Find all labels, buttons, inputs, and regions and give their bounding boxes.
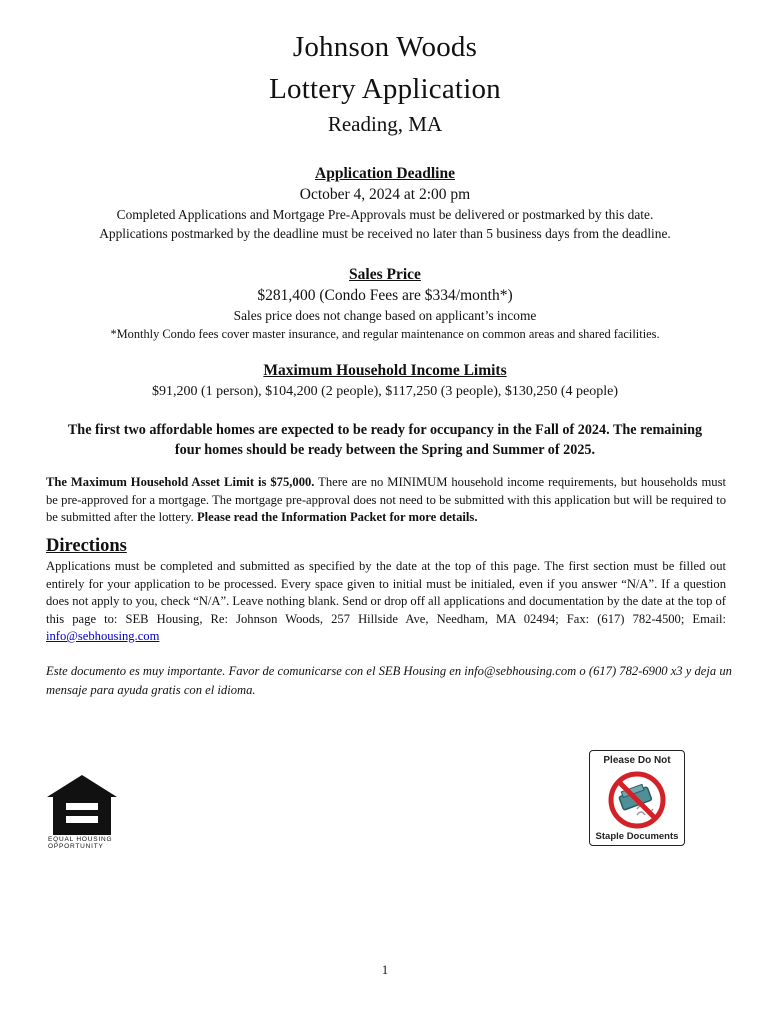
occupancy-line-2: four homes should be ready between the Spring and Summer of 2025.: [174, 442, 596, 458]
deadline-date: October 4, 2024 at 2:00 pm: [299, 186, 471, 203]
sales-price-note: Sales price does not change based on applicant’s income: [233, 308, 537, 323]
staple-sign-bottom-text: Staple Documents: [595, 831, 679, 842]
deadline-note-2: Applications postmarked by the deadline must be received no later than 5 business days from the deadline.: [99, 226, 671, 241]
directions-heading: Directions: [46, 536, 127, 556]
occupancy-notice: [50, 420, 720, 460]
location-subtitle: Reading, MA: [327, 112, 443, 136]
spanish-notice: Este documento es muy importante. Favor de comunicarse con el SEB Housing en info@sebhousing.com o (617) 782-6900 x3 y deja un mensaje para ayuda gratis con el idioma.: [46, 664, 732, 697]
directions-text: Applications must be completed and submitted as specified by the date at the top of this page. The first section must be filled out entirely for your application to be processed. Every space given to initial must be initialed, even if you answer “N/A”. If a question does not apply to you, check “N/A”. Leave nothing blank. Send or drop off all applications and documentation by the date at the top of this page to: SEB Housing, Re: Johnson Woods, 257 Hillside Ave, Needham, MA 02494; Fax: (617) 782-4500; Email:: [46, 559, 727, 626]
condo-fee-footnote: *Monthly Condo fees cover master insurance, and regular maintenance on common areas and shared facilities.: [110, 327, 660, 341]
asset-limit-paragraph: [46, 474, 726, 527]
no-staple-sign: [589, 750, 685, 846]
info-packet-note: Please read the Information Packet for more details.: [196, 510, 478, 524]
income-limits-heading: Maximum Household Income Limits: [263, 362, 507, 379]
equal-housing-caption: [48, 836, 118, 850]
page-number: 1: [381, 963, 389, 977]
sales-price-value: $281,400 (Condo Fees are $334/month*): [257, 287, 513, 304]
no-staple-icon: [607, 769, 667, 831]
deadline-heading: Application Deadline: [315, 165, 455, 182]
equal-housing-line1: EQUAL HOUSING: [48, 836, 113, 843]
occupancy-line-1: The first two affordable homes are expected to be ready for occupancy in the Fall of 2024. The remaining: [67, 422, 703, 438]
equal-housing-logo-icon: [47, 775, 117, 835]
document-title-line2: Lottery Application: [269, 73, 501, 105]
income-limits-values: $91,200 (1 person), $104,200 (2 people), $117,250 (3 people), $130,250 (4 people): [151, 384, 619, 399]
deadline-note-1: Completed Applications and Mortgage Pre-Approvals must be delivered or postmarked by this date.: [116, 207, 654, 222]
equal-housing-line2: OPPORTUNITY: [48, 843, 104, 850]
directions-paragraph: [46, 558, 726, 646]
asset-limit-text: There are no MINIMUM household income requirements, but households must be pre-approved for a mortgage. The mortgage pre-approval does not need to be submitted with this application but will be required to be submitted after the lottery.: [46, 475, 726, 524]
staple-sign-top-text: Please Do Not: [603, 755, 671, 766]
asset-limit-lead: The Maximum Household Asset Limit is $75,000.: [46, 475, 315, 489]
sales-price-heading: Sales Price: [349, 266, 421, 283]
email-link[interactable]: info@sebhousing.com: [46, 629, 160, 643]
document-title-line1: Johnson Woods: [292, 31, 478, 63]
